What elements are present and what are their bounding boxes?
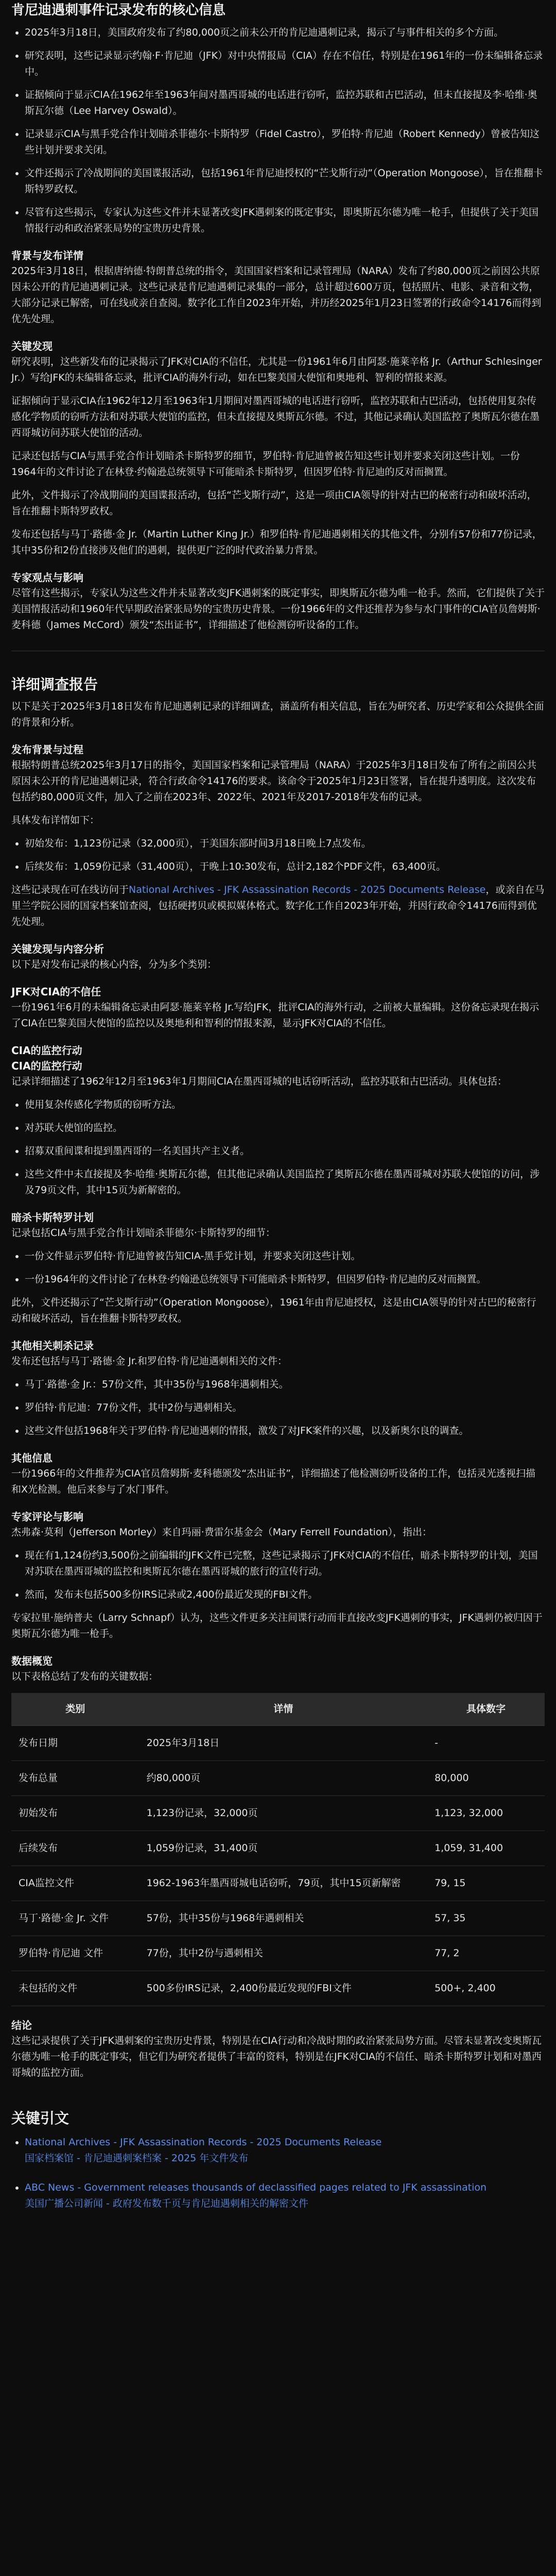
table-row (11, 1761, 545, 1796)
cat2-item: • 招募双重间谍和提到墨西哥的一名美国共产主义者。 (25, 1143, 545, 1159)
table-cell: 57, 35 (427, 1901, 545, 1936)
conclusion-heading: 结论 (11, 2019, 32, 2031)
table-cell: 1962-1963年墨西哥城电话窃听，79页，其中15页新解密 (140, 1866, 427, 1901)
table-cell: 1,123份记录，32,000页 (140, 1796, 427, 1831)
cat3-item: • 一份1964年的文件讨论了在林登·约翰逊总统领导下可能暗杀卡斯特罗，但因罗伯特·肯尼迪的反对而搁置。 (25, 1272, 545, 1287)
expert-views-text: 尽管有这些揭示，专家认为这些文件并未显著改变JFK遇刺案的既定事实，即奥斯瓦尔德为唯一枪手。然而，它们提供了关于美国情报活动和1960年代早期政治紧张局势的宝贵历史背景。一份1966年的文件还推荐为参与水门事件的CIA官员詹姆斯·麦科德（James McCord）颁发“杰出证书”，详细描述了他检测窃听设备的工作。 (11, 587, 545, 631)
key-findings-paragraph: 证据倾向于显示CIA在1962年12月至1963年1月期间对墨西哥城的电话进行窃听，监控苏联和古巴活动，包括使用复杂传感化学物质的窃听方法和对苏联大使馆的监控，但未直接提及奥斯瓦尔德。不过，其他记录确认美国监控了奥斯瓦尔德在墨西哥城访问苏联大使馆的活动。 (11, 395, 540, 438)
table-cell: 1,123, 32,000 (427, 1796, 545, 1831)
table-cell: 罗伯特·肯尼迪 文件 (11, 1936, 140, 1971)
release-details-heading: 背景与发布详情 (11, 249, 83, 262)
records-access-text (11, 882, 545, 930)
cat4-heading: 其他相关刺杀记录 (11, 1340, 94, 1352)
cat4-item: • 马丁·路德·金 Jr.：57份文件，其中35份与1968年遇刺相关。 (25, 1377, 545, 1393)
table-cell: 约80,000页 (140, 1761, 427, 1796)
expert-intro: 杰弗森·莫利（Jefferson Morley）来自玛丽·费雷尔基金会（Mary Ferrell Foundation），指出： (11, 1527, 432, 1538)
cat3-list (11, 1248, 545, 1287)
citation-item (25, 2180, 545, 2212)
citation-subtitle[interactable]: 美国广播公司新闻 - 政府发布数千页与肯尼迪遇刺相关的解密文件 (25, 2198, 308, 2209)
overview-heading: 发布背景与过程 (11, 743, 83, 756)
citation-item (25, 2134, 545, 2166)
citations-heading: 关键引文 (11, 2110, 70, 2127)
release-details-text: 2025年3月18日，根据唐纳德·特朗普总统的指令，美国国家档案和记录管理局（NARA）发布了约80,000页之前因公共原因未公开的肯尼迪遇刺记录。这些记录是肯尼迪遇刺记录集的一部分，总计超过600万页，包括照片、电影、录音和文物，大部分记录已解密，可在线或亲自查阅。数字化工作自2023年开始，并历经2025年1月23日签署的行政命令14176而得到优先处理。 (11, 265, 542, 325)
key-findings-paragraph: 研究表明，这些新发布的记录揭示了JFK对CIA的不信任，尤其是一份1961年6月由阿瑟·施莱辛格 Jr.（Arthur Schlesinger Jr.）写给JFK的未编辑备忘录，批评CIA的海外行动，如在巴黎美国大使馆和奥地利、智利的情报来源。 (11, 356, 542, 383)
cat4-item: • 这些文件包括1968年关于罗伯特·肯尼迪遇刺的情报，激发了对JFK案件的兴趣，以及新奥尔良的调查。 (25, 1423, 545, 1439)
stats-list (11, 836, 545, 875)
table-cell: 77, 2 (427, 1936, 545, 1971)
stats-item: • 初始发布：1,123份记录（32,000页），于美国东部时间3月18日晚上7点发布。 (25, 836, 545, 852)
contents-heading: 关键发现与内容分析 (11, 943, 104, 955)
table-cell: 发布总量 (11, 1761, 140, 1796)
table-cell: 80,000 (427, 1761, 545, 1796)
stats-item: • 后续发布：1,059份记录（31,400页），于晚上10:30发布，总计2,182个PDF文件，63,400页。 (25, 859, 545, 875)
data-table (11, 1693, 545, 2006)
cat2-item: • 对苏联大使馆的监控。 (25, 1120, 545, 1136)
table-cell: 77份，其中2份与遇刺相关 (140, 1936, 427, 1971)
expert-list (11, 1548, 545, 1603)
cat2-heading: CIA的监控行动 (11, 1044, 82, 1057)
cat3-text: 记录包括CIA与黑手党合作计划暗杀菲德尔·卡斯特罗的细节： (11, 1227, 275, 1239)
table-cell: 未包括的文件 (11, 1971, 140, 2006)
report-intro: 以下是关于2025年3月18日发布肯尼迪遇刺记录的详细调查，涵盖所有相关信息，旨在为研究者、历史学家和公众提供全面的背景和分析。 (11, 701, 544, 728)
records-link[interactable]: National Archives - JFK Assassination Records - 2025 Documents Release (129, 884, 486, 895)
summary-item: • 记录显示CIA与黑手党合作计划暗杀菲德尔·卡斯特罗（Fidel Castro），罗伯特·肯尼迪（Robert Kennedy）曾被告知这些计划并要求关闭。 (25, 126, 545, 158)
overview-text: 根据特朗普总统2025年3月17日的指令，美国国家档案和记录管理局（NARA）于2025年3月18日发布了所有之前因公共原因未公开的肯尼迪遇刺记录，符合行政命令14176的要求。该命令于2025年1月23日签署，旨在提升透明度。这次发布包括约80,000页文件，加入了之前在2023年、2022年、2021年及2017-2018年发布的记录。 (11, 759, 536, 803)
cat4-text: 发布还包括与马丁·路德·金 Jr.和罗伯特·肯尼迪遇刺相关的文件： (11, 1355, 287, 1367)
expert-item: • 现在有1,124份约3,500份之前编辑的JFK文件已完整，这些记录揭示了JFK对CIA的不信任，暗杀卡斯特罗的计划，美国对苏联在墨西哥城的监控和奥斯瓦尔德在墨西哥城的旅行的宣传行动。 (25, 1548, 545, 1580)
summary-list (11, 25, 545, 236)
cat5-text: 一份1966年的文件推荐为CIA官员詹姆斯·麦科德颁发“杰出证书”，详细描述了他检测窃听设备的工作，包括灵光透视扫描和X光检测。他后来参与了水门事件。 (11, 1468, 535, 1495)
cat4-item: • 罗伯特·肯尼迪：77份文件，其中2份与遇刺相关。 (25, 1400, 545, 1416)
citations-list (11, 2134, 545, 2212)
expert-after: 专家拉里·施纳普夫（Larry Schnapf）认为，这些文件更多关注间谍行动而非直接改变JFK遇刺的事实，JFK遇刺仍被归因于奥斯瓦尔德为唯一枪手。 (11, 1612, 543, 1639)
table-header-cell: 具体数字 (427, 1693, 545, 1726)
table-heading: 数据概览 (11, 1655, 53, 1667)
cat5-heading: 其他信息 (11, 1452, 53, 1464)
table-cell: 79, 15 (427, 1866, 545, 1901)
table-row (11, 1726, 545, 1761)
table-header-cell: 类别 (11, 1693, 140, 1726)
table-cell: 发布日期 (11, 1726, 140, 1761)
key-findings-paragraph: 记录还包括与CIA与黑手党合作计划暗杀卡斯特罗的细节，罗伯特·肯尼迪曾被告知这些计划并要求关闭这些计划。一份1964年的文件讨论了在林登·约翰逊总统领导下可能暗杀卡斯特罗，但因罗伯特·肯尼迪的反对而搁置。 (11, 450, 520, 478)
table-cell: 后续发布 (11, 1831, 140, 1866)
table-cell: 2025年3月18日 (140, 1726, 427, 1761)
expert-item: • 然而，发布未包括500多份IRS记录或2,400份最近发现的FBI文件。 (25, 1587, 545, 1603)
contents-intro: 以下是对发布记录的核心内容，分为多个类别： (11, 959, 217, 970)
table-cell: CIA监控文件 (11, 1866, 140, 1901)
table-cell: 1,059, 31,400 (427, 1831, 545, 1866)
table-row (11, 1901, 545, 1936)
cat2-list (11, 1097, 545, 1198)
expert-heading: 专家评论与影响 (11, 1511, 83, 1523)
cat1-text: 一份1961年6月的未编辑备忘录由阿瑟·施莱辛格 Jr.写给JFK，批评CIA的海外行动，之前被大量编辑。这份备忘录现在揭示了CIA在巴黎美国大使馆的监控以及奥地利和智利的情报来源，显示JFK对CIA的不信任。 (11, 1002, 540, 1029)
table-row (11, 1796, 545, 1831)
cat2-item: • 使用复杂传感化学物质的窃听方法。 (25, 1097, 545, 1113)
citation-subtitle[interactable]: 国家档案馆 - 肯尼迪遇刺案档案 - 2025 年文件发布 (25, 2153, 249, 2164)
table-row (11, 1831, 545, 1866)
table-cell: 500+, 2,400 (427, 1971, 545, 2006)
table-cell: 1,059份记录，31,400页 (140, 1831, 427, 1866)
records-text-pre: 这些记录现在可在线访问于 (11, 884, 129, 895)
table-row (11, 1971, 545, 2006)
summary-item: • 2025年3月18日，美国政府发布了约80,000页之前未公开的肯尼迪遇刺记录，揭示了与事件相关的多个方面。 (25, 25, 545, 41)
summary-item: • 文件还揭示了冷战期间的美国谍报活动，包括1961年肯尼迪授权的“芒戈斯行动”（Operation Mongoose），旨在推翻卡斯特罗政权。 (25, 165, 545, 197)
table-header-cell: 详情 (140, 1693, 427, 1726)
stats-label: 具体发布详情如下： (11, 815, 100, 826)
cat2-item: • 这些文件中未直接提及李·哈维·奥斯瓦尔德，但其他记录确认美国监控了奥斯瓦尔德在墨西哥城对苏联大使馆的访问，涉及79页文件，其中15页为新解密的。 (25, 1166, 545, 1198)
conclusion-text: 这些记录提供了关于JFK遇刺案的宝贵历史背景，特别是在CIA行动和冷战时期的政治紧张局势方面。尽管未显著改变奥斯瓦尔德为唯一枪手的既定事实，但它们为研究者提供了丰富的资料，特别是在JFK对CIA的不信任、暗杀卡斯特罗计划和对墨西哥城的监控方面。 (11, 2035, 542, 2078)
cat4-list (11, 1377, 545, 1439)
key-findings-heading: 关键发现 (11, 340, 53, 352)
table-cell: - (427, 1726, 545, 1761)
table-row (11, 1936, 545, 1971)
expert-views-heading: 专家观点与影响 (11, 571, 83, 584)
table-intro: 以下表格总结了发布的关键数据： (11, 1671, 159, 1682)
cat2-text: 记录详细描述了1962年12月至1963年1月期间CIA在墨西哥城的电话窃听活动，监控苏联和古巴活动。具体包括： (11, 1076, 507, 1087)
key-findings-paragraph: 此外，文件揭示了冷战期间的美国谍报活动，包括“芒戈斯行动”，这是一项由CIA领导的针对古巴的秘密行动和破坏活动，旨在推翻卡斯特罗政权。 (11, 489, 537, 517)
key-findings-paragraph: 发布还包括与马丁·路德·金 Jr.（Martin Luther King Jr.）和罗伯特·肯尼迪遇刺相关的其他文件，分别有57份和77份记录，其中35份和2份直接涉及他们的遇刺，提供更广泛的时代政治暴力背景。 (11, 529, 542, 556)
table-cell: 马丁·路德·金 Jr. 文件 (11, 1901, 140, 1936)
page-title: 肯尼迪遇刺事件记录发布的核心信息 (11, 3, 226, 18)
table-cell: 500多份IRS记录，2,400份最近发现的FBI文件 (140, 1971, 427, 2006)
table-row (11, 1866, 545, 1901)
summary-item: • 研究表明，这些记录显示约翰·F·肯尼迪（JFK）对中央情报局（CIA）存在不信任，特别是在1961年的一份未编辑备忘录中。 (25, 48, 545, 80)
citation-link[interactable]: • National Archives - JFK Assassination Records - 2025 Documents Release (25, 2137, 382, 2148)
citation-link[interactable]: • ABC News - Government releases thousands of declassified pages related to JFK assassination (25, 2182, 487, 2193)
summary-item: • 证据倾向于显示CIA在1962年至1963年间对墨西哥城的电话进行窃听，监控苏联和古巴活动，但未直接提及李·哈维·奥斯瓦尔德（Lee Harvey Oswald）。 (25, 87, 545, 119)
cat3-heading: 暗杀卡斯特罗计划 (11, 1211, 94, 1224)
cat3-item: • 一份文件显示罗伯特·肯尼迪曾被告知CIA-黑手党计划，并要求关闭这些计划。 (25, 1248, 545, 1264)
report-heading: 详细调查报告 (11, 676, 98, 693)
table-cell: 57份，其中35份与1968年遇刺相关 (140, 1901, 427, 1936)
cat3-after: 此外，文件还揭示了“芒戈斯行动”（Operation Mongoose），1961年由肯尼迪授权，这是由CIA领导的针对古巴的秘密行动和破坏活动，旨在推翻卡斯特罗政权。 (11, 1297, 536, 1324)
table-cell: 初始发布 (11, 1796, 140, 1831)
summary-item: • 尽管有这些揭示，专家认为这些文件并未显著改变JFK遇刺案的既定事实，即奥斯瓦尔德为唯一枪手，但提供了关于美国情报行动和政治紧张局势的宝贵历史背景。 (25, 205, 545, 236)
cat1-heading: JFK对CIA的不信任 (11, 986, 101, 998)
records-text-post: ，或亲自在马里兰学院公园的国家档案馆查阅，包括硬拷贝或模拟媒体格式。数字化工作自2023年开始，并因行政命令14176而得到优先处理。 (11, 884, 545, 927)
table-header-row (11, 1693, 545, 1726)
cat2-subheading: CIA的监控行动 (11, 1060, 82, 1072)
